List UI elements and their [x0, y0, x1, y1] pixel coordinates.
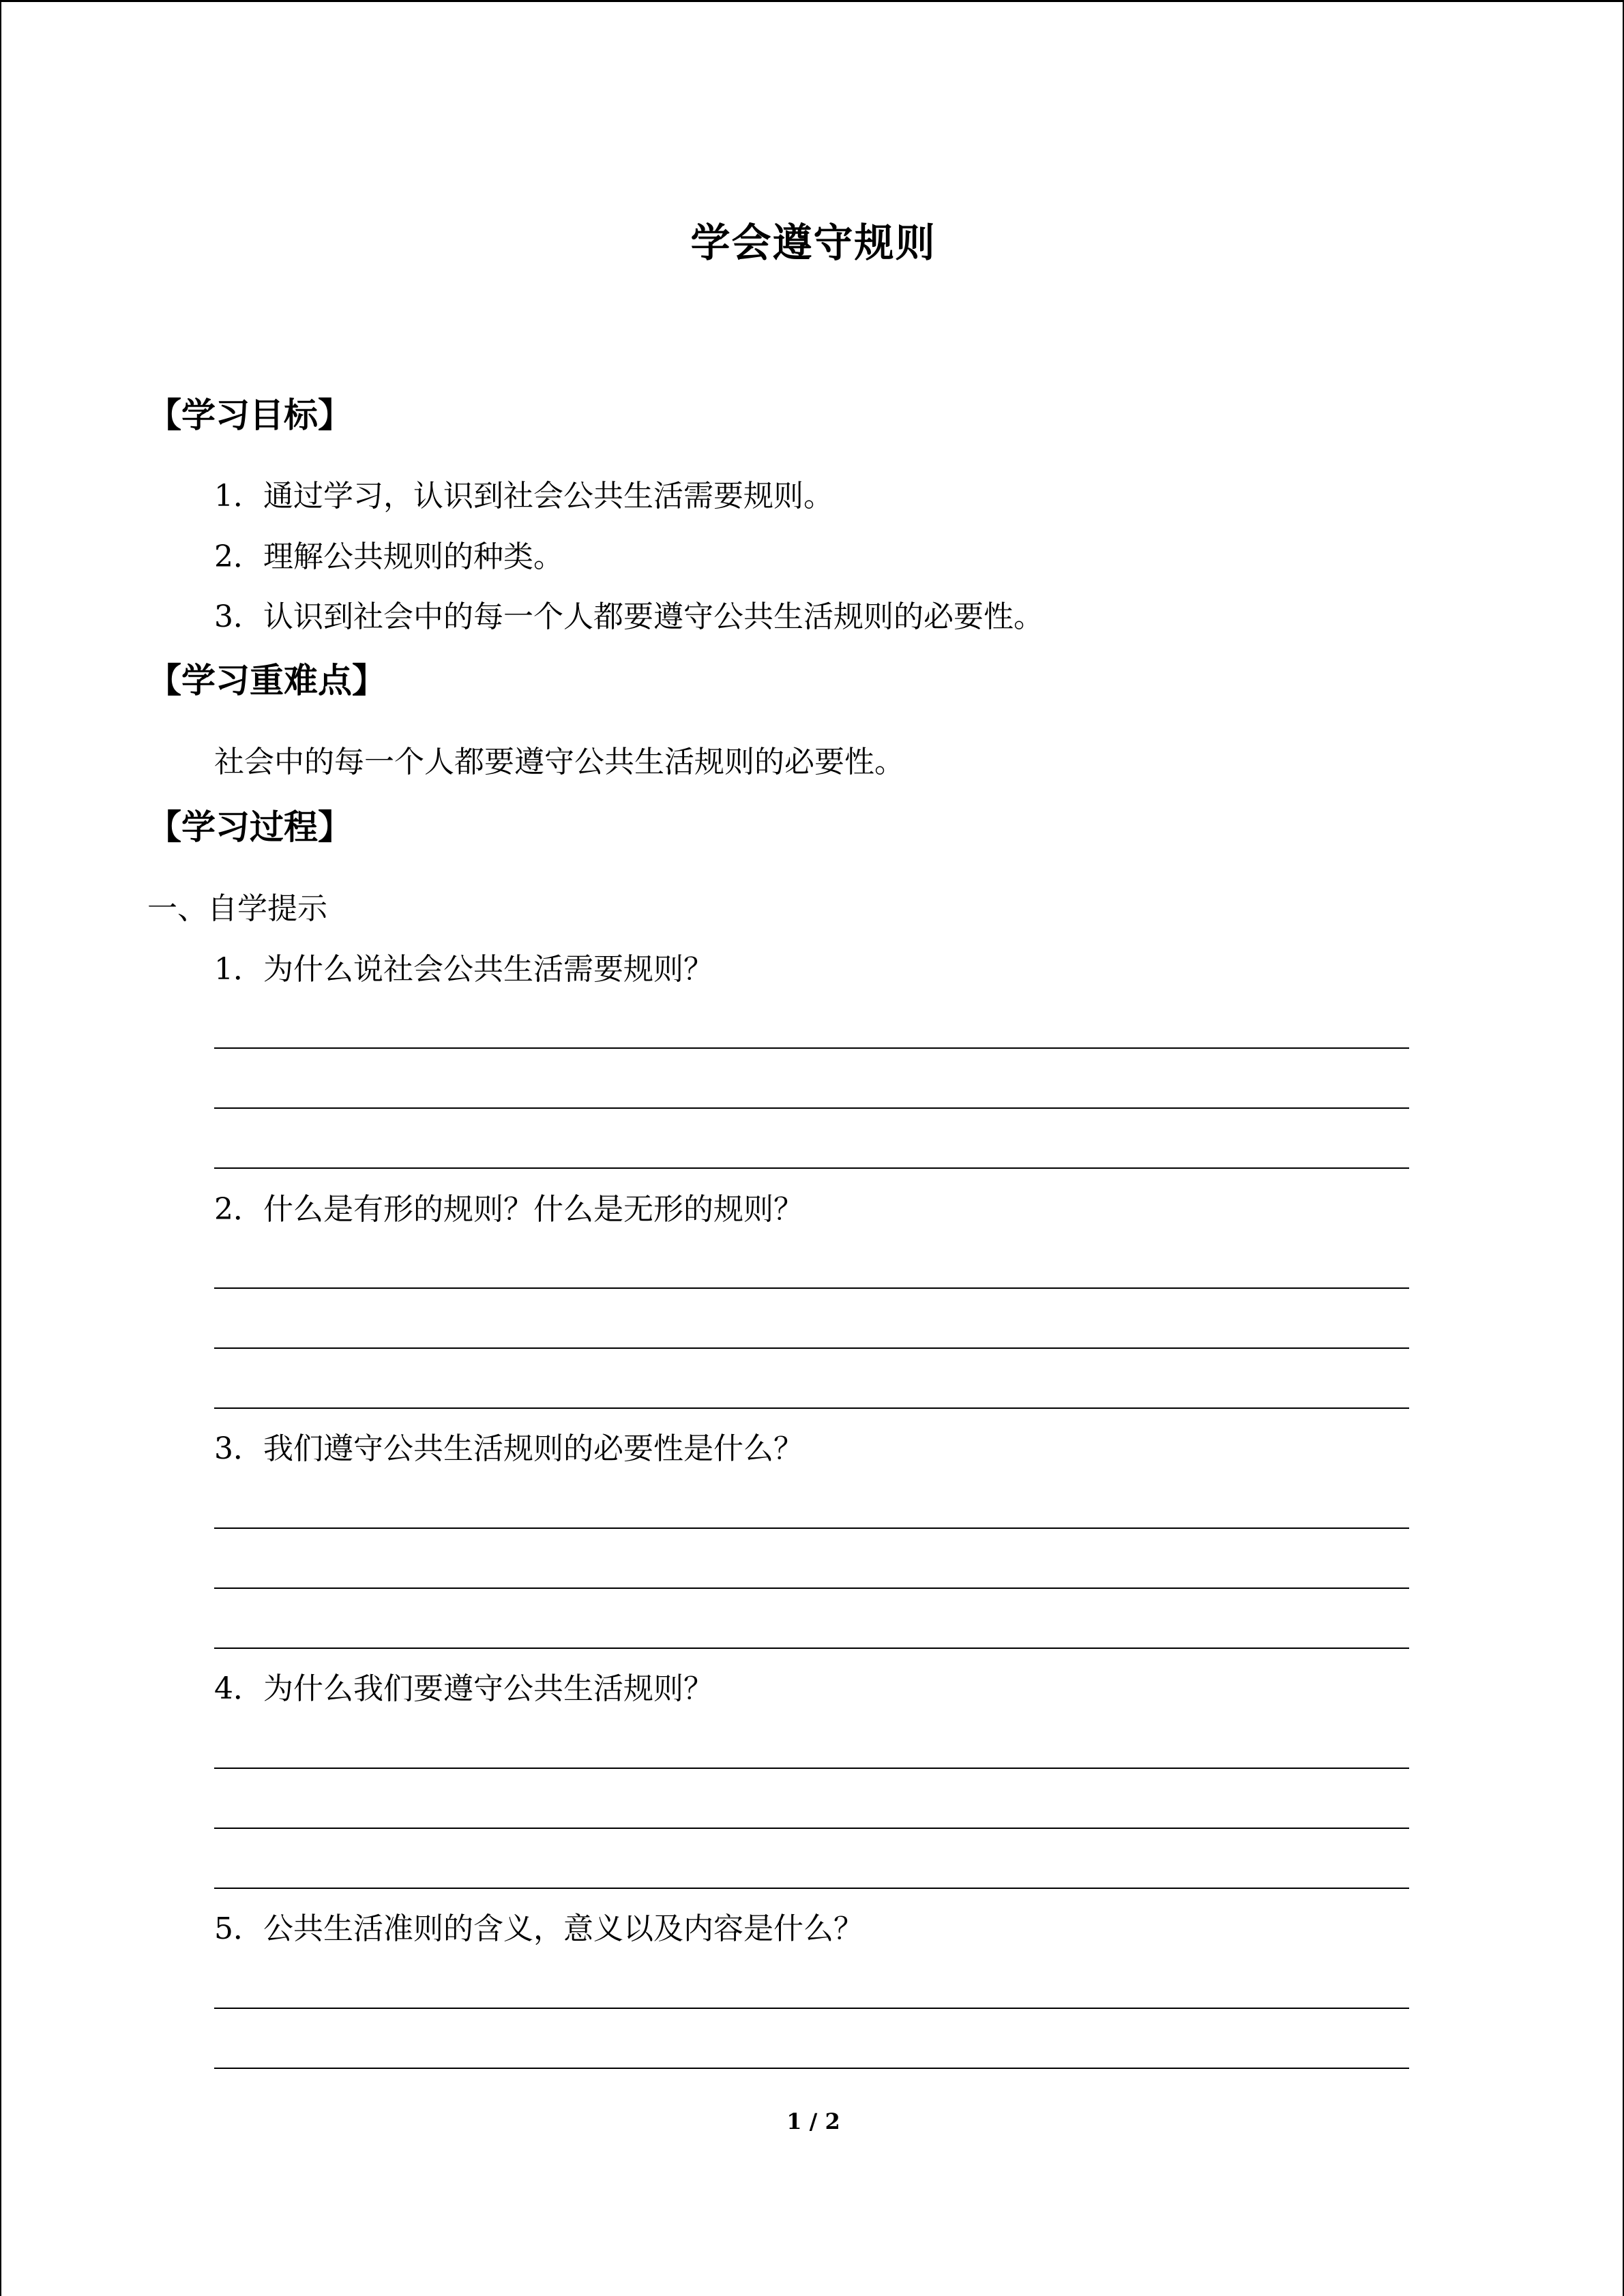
question-1: 1．为什么说社会公共生活需要规则？ [214, 952, 713, 987]
objective-item: 2．理解公共规则的种类。 [214, 539, 563, 574]
answer-line[interactable] [214, 1587, 1409, 1589]
answer-line[interactable] [214, 2008, 1409, 2009]
question-3: 3．我们遵守公共生活规则的必要性是什么？ [214, 1431, 803, 1466]
answer-line[interactable] [214, 1407, 1409, 1409]
process-subheading: 一、自学提示 [147, 891, 327, 926]
question-5: 5．公共生活准则的含义，意义以及内容是什么？ [214, 1911, 863, 1946]
answer-line[interactable] [214, 1527, 1409, 1529]
question-2: 2．什么是有形的规则？什么是无形的规则？ [214, 1192, 803, 1227]
answer-line[interactable] [214, 1047, 1409, 1049]
answer-line[interactable] [214, 1828, 1409, 1829]
section-heading-objectives: 【学习目标】 [147, 396, 352, 435]
page-title: 学会遵守规则 [690, 220, 936, 266]
answer-line[interactable] [214, 1768, 1409, 1769]
section-heading-process: 【学习过程】 [147, 807, 352, 847]
answer-line[interactable] [214, 1648, 1409, 1649]
objective-item: 3．认识到社会中的每一个人都要遵守公共生活规则的必要性。 [214, 599, 1044, 634]
answer-line[interactable] [214, 2068, 1409, 2069]
answer-line[interactable] [214, 1107, 1409, 1109]
keypoint-text: 社会中的每一个人都要遵守公共生活规则的必要性。 [214, 745, 904, 779]
objective-item: 1．通过学习，认识到社会公共生活需要规则。 [214, 479, 833, 513]
question-4: 4．为什么我们要遵守公共生活规则？ [214, 1671, 713, 1706]
answer-line[interactable] [214, 1888, 1409, 1889]
section-heading-keypoints: 【学习重难点】 [147, 661, 386, 700]
answer-line[interactable] [214, 1287, 1409, 1289]
answer-line[interactable] [214, 1167, 1409, 1169]
answer-line[interactable] [214, 1347, 1409, 1349]
page-number: 1 / 2 [786, 2108, 840, 2134]
